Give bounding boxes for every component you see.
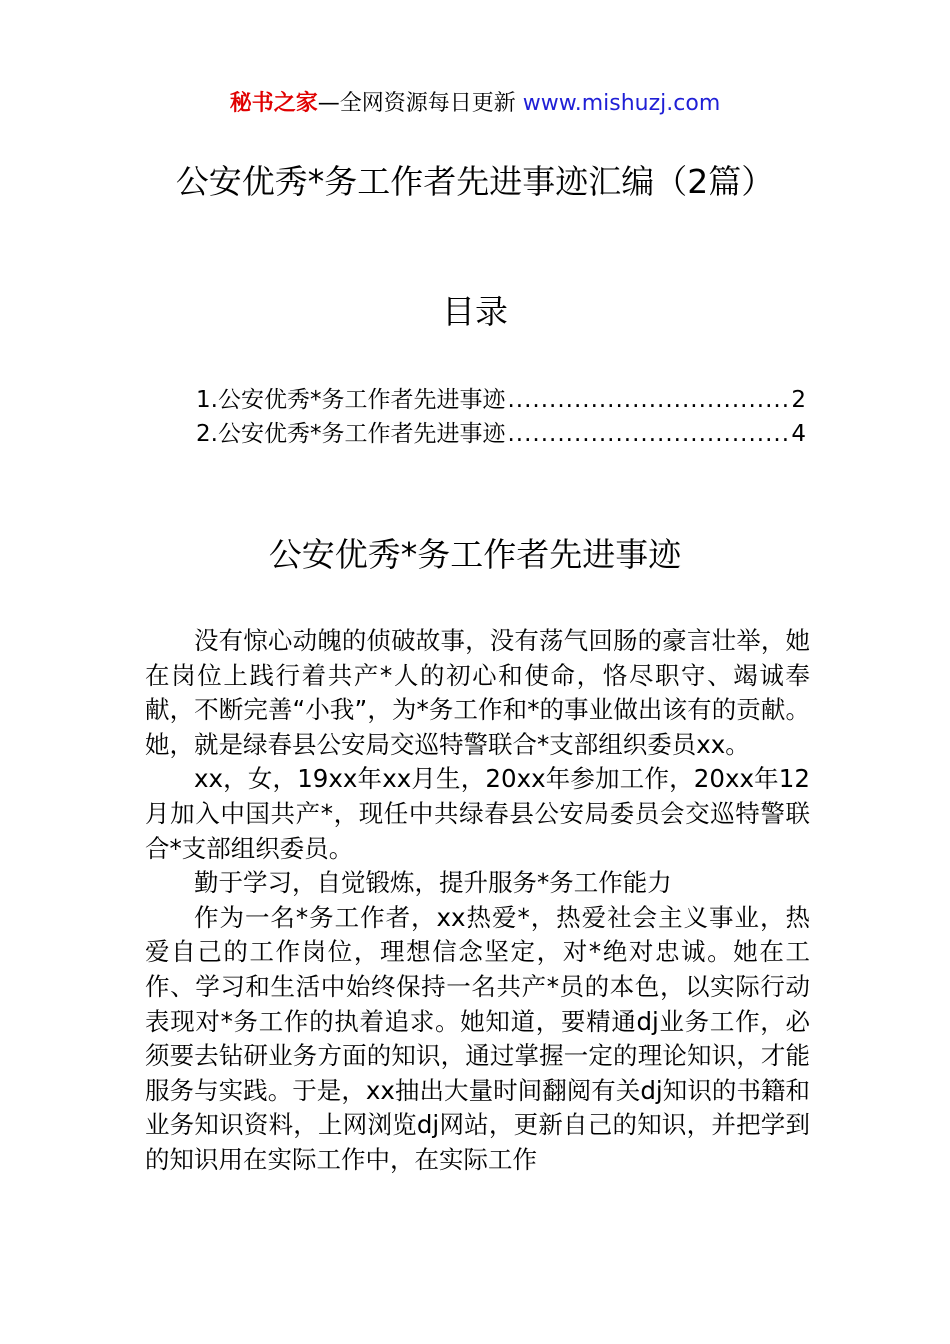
toc-entry-page: 2 [791,387,806,413]
table-of-contents [196,383,806,451]
paragraph: 没有惊心动魄的侦破故事，没有荡气回肠的豪言壮举，她在岗位上践行着共产*人的初心和使命，恪尽职守、竭诚奉献，不断完善“小我”，为*务工作和*的事业做出该有的贡献。她，就是绿春县公安局交巡特警联合*支部组织委员xx。 [145,626,810,759]
body-text [145,624,810,1178]
toc-leader-dots [507,383,789,417]
site-banner [0,88,950,120]
toc-title: 目录 [442,292,508,331]
paragraph: 作为一名*务工作者，xx热爱*，热爱社会主义事业，热爱自己的工作岗位，理想信念坚定，对*绝对忠诚。她在工作、学习和生活中始终保持一名共产*员的本色，以实际行动表现对*务工作的执着追求。她知道，要精通dj业务工作，必须要去钻研业务方面的知识，通过掌握一定的理论知识，才能服务与实践。于是，xx抽出大量时间翻阅有关dj知识的书籍和业务知识资料，上网浏览dj网站，更新自己的知识，并把学到的知识用在实际工作中，在实际工作 [145,902,810,1174]
toc-entry[interactable] [196,417,806,451]
banner-url-link[interactable]: www.mishuzj.com [522,91,721,116]
toc-entry-page: 4 [791,421,806,447]
toc-leader-dots [507,417,789,451]
banner-tagline: —全网资源每日更新 [317,91,523,116]
toc-entry-label: 2.公安优秀*务工作者先进事迹 [196,421,506,447]
paragraph-heading: 勤于学习，自觉锻炼，提升服务*务工作能力 [194,868,672,898]
toc-entry[interactable] [196,383,806,417]
banner-brand: 秘书之家 [229,91,318,116]
paragraph: xx，女，19xx年xx月生，20xx年参加工作，20xx年12月加入中国共产*，现任中共绿春县公安局委员会交巡特警联合*支部组织委员。 [145,764,810,863]
section-title: 公安优秀*务工作者先进事迹 [268,535,682,574]
toc-entry-label: 1.公安优秀*务工作者先进事迹 [196,387,506,413]
document-title: 公安优秀*务工作者先进事迹汇编（2篇） [175,162,775,201]
